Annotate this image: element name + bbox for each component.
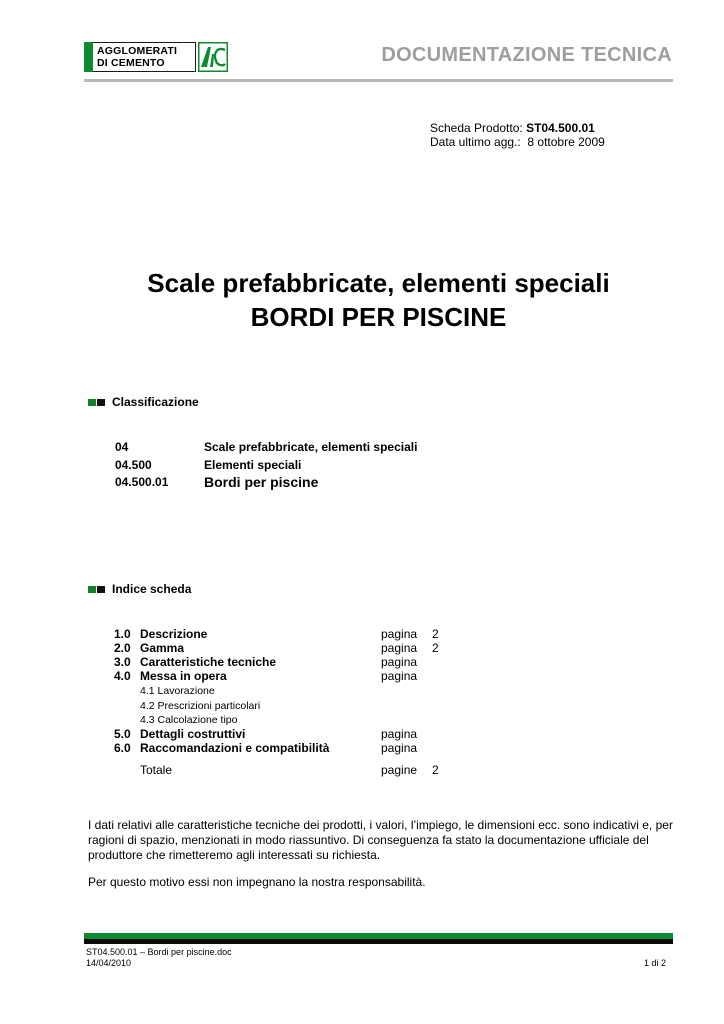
company-logo-text — [97, 45, 177, 69]
index-page-word: pagina — [381, 641, 418, 655]
index-total-page-word: pagine — [381, 763, 418, 777]
class-desc: Bordi per piscine — [204, 474, 319, 490]
product-code: ST04.500.01 — [526, 121, 595, 135]
index-page-word: pagina — [381, 627, 418, 641]
section-indice — [88, 582, 191, 596]
index-number: 5.0 — [114, 727, 131, 741]
footer-page-number: 1 di 2 — [643, 958, 666, 968]
footer-filename: ST04.500.01 – Bordi per piscine.doc — [86, 947, 232, 957]
index-label: Messa in opera — [140, 669, 227, 683]
class-code: 04.500.01 — [115, 475, 169, 489]
page-title-line-1: Scale prefabbricate, elementi speciali — [147, 268, 610, 298]
disclaimer-responsibility: Per questo motivo essi non impegnano la nostra responsabilità. — [88, 875, 426, 889]
index-label: Dettagli costruttivi — [140, 727, 246, 741]
product-info — [430, 121, 605, 149]
section-classificazione — [88, 395, 199, 409]
index-subitem: 4.3 Calcolazione tipo — [140, 714, 238, 726]
page-title-line-2: BORDI PER PISCINE — [250, 302, 507, 332]
logo-line-2: DI CEMENTO — [97, 57, 165, 69]
header-rule — [84, 79, 673, 82]
index-label: Caratteristiche tecniche — [140, 655, 277, 669]
update-date-line — [430, 135, 605, 149]
index-page-word: pagina — [381, 655, 418, 669]
index-number: 4.0 — [114, 669, 131, 683]
footer-date: 14/04/2010 — [86, 958, 132, 968]
section-bullet-icon — [88, 586, 106, 593]
footer-black-rule — [84, 939, 673, 944]
index-total-label: Totale — [140, 763, 173, 777]
footer-info — [86, 947, 232, 969]
logo-green-bar — [84, 42, 93, 72]
index-page-word: pagina — [381, 669, 418, 683]
product-code-label: Scheda Prodotto: — [430, 121, 523, 135]
index-page-word: pagina — [381, 741, 418, 755]
index-subitem: 4.2 Prescrizioni particolari — [140, 700, 261, 712]
class-desc: Scale prefabbricate, elementi speciali — [204, 440, 418, 454]
index-page-number: 2 — [432, 641, 439, 655]
section-bullet-icon — [88, 399, 106, 406]
index-number: 1.0 — [114, 627, 131, 641]
section-heading: Indice scheda — [112, 582, 192, 596]
index-number: 2.0 — [114, 641, 131, 655]
index-page-word: pagina — [381, 727, 418, 741]
class-desc: Elementi speciali — [204, 458, 302, 472]
class-code: 04 — [115, 440, 129, 454]
product-code-line — [430, 121, 605, 135]
index-subitem: 4.1 Lavorazione — [140, 685, 215, 697]
index-label: Descrizione — [140, 627, 208, 641]
index-page-number: 2 — [432, 627, 439, 641]
index-label: Raccomandazioni e compatibilità — [140, 741, 330, 755]
aic-logo-icon — [198, 42, 228, 72]
index-label: Gamma — [140, 641, 185, 655]
update-date: 8 ottobre 2009 — [527, 135, 605, 149]
index-number: 6.0 — [114, 741, 131, 755]
logo-line-1: AGGLOMERATI — [97, 45, 178, 57]
index-number: 3.0 — [114, 655, 131, 669]
class-code: 04.500 — [115, 458, 152, 472]
disclaimer-paragraph: I dati relativi alle caratteristiche tecniche dei prodotti, i valori, l’impiego, le dimensioni ecc. sono indicativi e, per ragioni di spazio, menzionati in modo riassuntivo. Di conseguenza fa stato la documentazione ufficiale del produttore che rimetteremo agli interessati su richiesta. — [88, 818, 673, 862]
document-type-heading: DOCUMENTAZIONE TECNICA — [381, 44, 672, 66]
update-label: Data ultimo agg.: — [430, 135, 521, 149]
index-total-pages: 2 — [432, 763, 439, 777]
section-heading: Classificazione — [112, 395, 199, 409]
